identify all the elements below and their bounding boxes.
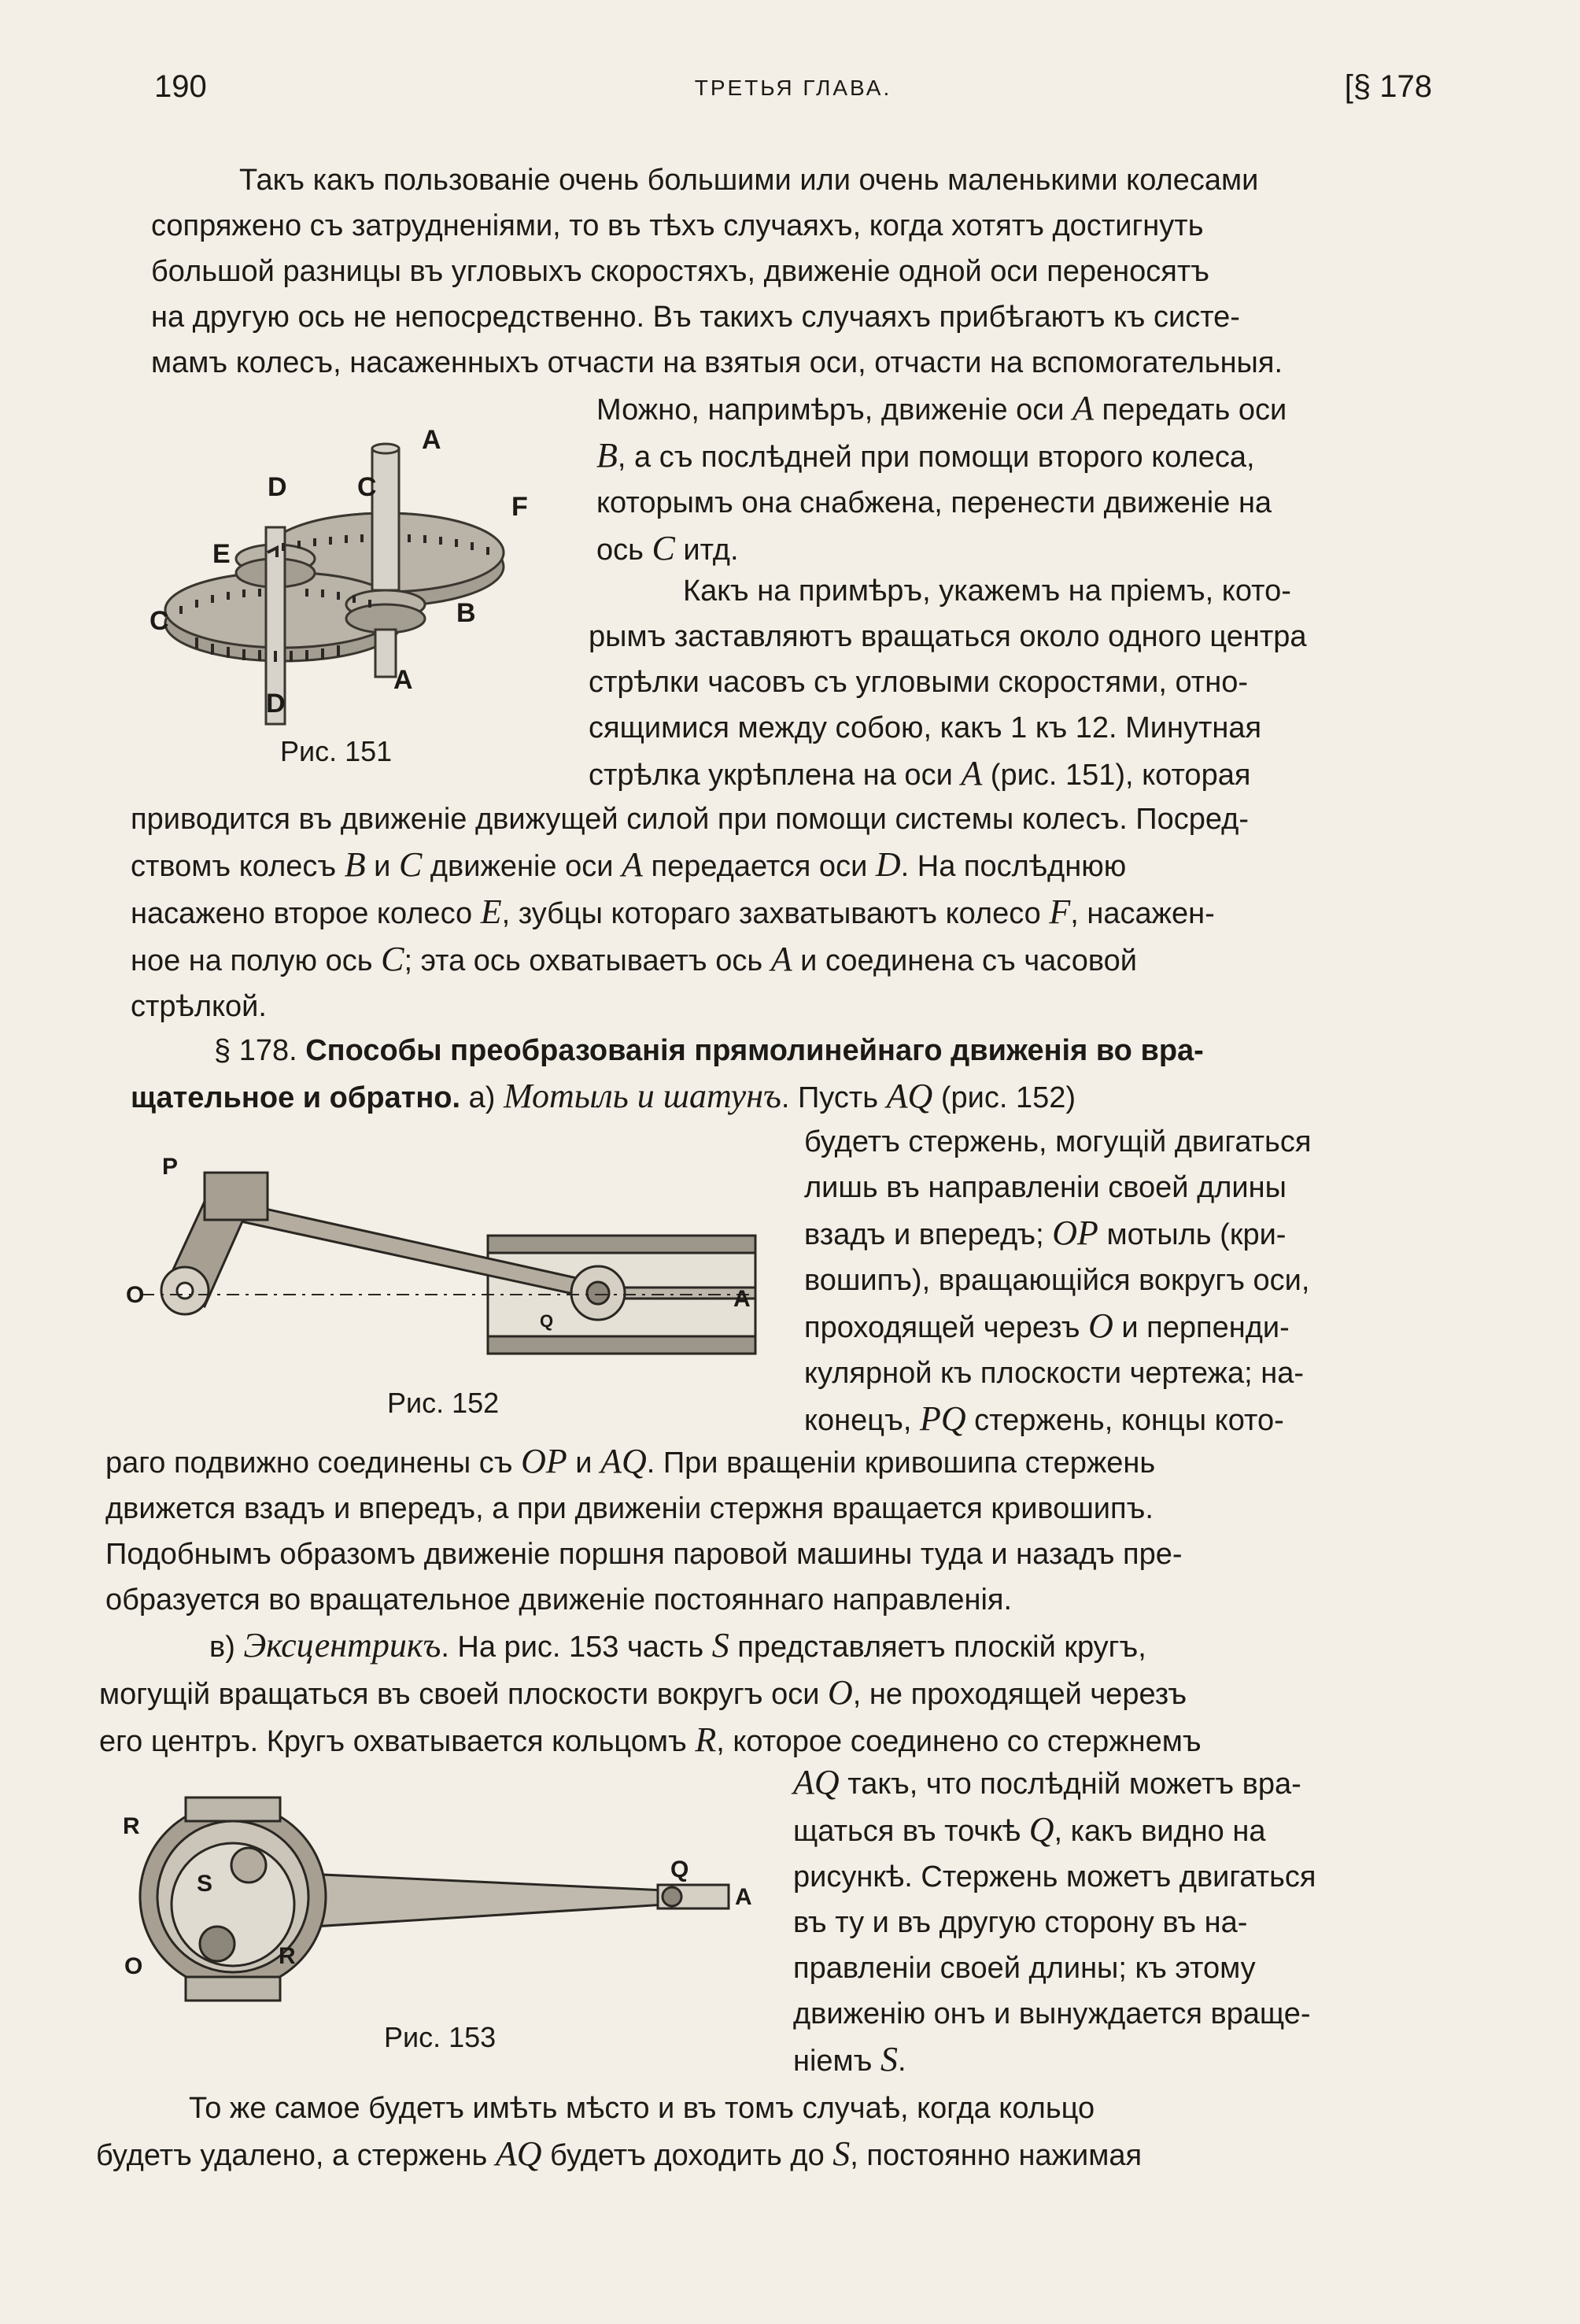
paragraph-4-cont [793, 1760, 1412, 2084]
paragraph-5 [96, 2086, 1405, 2178]
label-a: A [735, 1884, 752, 1910]
text-line: щаться въ точкѣ Q, какъ видно на [793, 1810, 1266, 1849]
label-a-top: A [422, 425, 441, 455]
text-line: вошипъ), вращающійся вокругъ оси, [804, 1264, 1310, 1297]
rod-aq [288, 1873, 666, 1928]
label-f: F [511, 492, 528, 522]
text-line: ніемъ S. [793, 2040, 906, 2078]
text-line: его центръ. Кругъ охватывается кольцомъ R, которое соединено со стержнемъ [99, 1720, 1202, 1759]
figure-153-caption: Рис. 153 [384, 2021, 497, 2053]
label-o: O [124, 1953, 143, 1979]
text-line: будетъ удалено, а стержень AQ будетъ доходить до S, постоянно нажимая [96, 2134, 1143, 2173]
text-line: лишь въ направленіи своей длины [804, 1171, 1287, 1204]
label-s: S [197, 1871, 213, 1897]
text-line: проходящей черезъ O и перпенди- [804, 1306, 1290, 1345]
text-line: могущій вращаться въ своей плоскости вокругъ оси O, не проходящей черезъ [99, 1673, 1187, 1712]
paragraph-3-end [105, 1439, 1412, 1623]
label-q: Q [540, 1311, 554, 1331]
chapter-title: ТРЕТЬЯ ГЛАВА. [694, 76, 892, 100]
figure-152-caption: Рис. 152 [387, 1387, 500, 1419]
text-line: сопряжено съ затрудненіями, то въ тѣхъ случаяхъ, когда хотятъ достигнуть [151, 209, 1204, 242]
page-number: 190 [154, 69, 207, 104]
text-line: B, а съ послѣдней при помощи второго колеса, [596, 436, 1255, 475]
text-line: приводится въ движеніе движущей силой при помощи системы колесъ. Посред- [131, 803, 1250, 836]
label-e: E [212, 539, 231, 569]
label-d-bottom: D [266, 689, 286, 719]
text-line: движенію онъ и вынуждается враще- [793, 1997, 1311, 2030]
figure-151-gears [150, 417, 535, 732]
text-line: щательное и обратно. а) Мотыль и шатунъ. Пусть AQ (рис. 152) [131, 1077, 1076, 1115]
axis-a [372, 449, 399, 590]
text-line: насажено второе колесо E, зубцы котораго захватываютъ колесо F, насажен- [131, 892, 1215, 931]
text-line: будетъ стержень, могущій двигаться [804, 1125, 1312, 1158]
text-line: То же самое будетъ имѣть мѣсто и въ томъ случаѣ, когда кольцо [189, 2092, 1095, 2125]
figure-153-eccentric [115, 1794, 776, 2007]
label-r-bottom: R [279, 1943, 296, 1969]
paragraph-3 [131, 1028, 1432, 1121]
text-line: кулярной къ плоскости чертежа; на- [804, 1357, 1304, 1390]
label-d-top: D [268, 472, 287, 502]
text-line: ось C итд. [596, 529, 739, 567]
text-line: рымъ заставляютъ вращаться около одного центра [589, 620, 1307, 653]
section-reference: [§ 178 [1344, 69, 1432, 104]
text-line: Какъ на примѣръ, укажемъ на пріемъ, кото- [683, 575, 1291, 608]
text-line: в) Эксцентрикъ. На рис. 153 часть S представляетъ плоскій кругъ, [209, 1626, 1146, 1664]
text-line: въ ту и въ другую сторону въ на- [793, 1906, 1248, 1939]
label-o: O [126, 1282, 145, 1308]
text-line: стрѣлка укрѣплена на оси A (рис. 151), которая [589, 754, 1251, 793]
figure-152-crank [126, 1149, 771, 1377]
label-c-top: C [357, 472, 377, 502]
paragraph-4 [99, 1623, 1412, 1764]
text-line: взадъ и впередъ; OP мотыль (кри- [804, 1214, 1287, 1252]
text-line: Можно, напримѣръ, движеніе оси A передать оси [596, 389, 1287, 427]
text-line: ное на полую ось C; эта ось охватываетъ ось A и соединена съ часовой [131, 940, 1137, 978]
label-a: A [733, 1286, 751, 1312]
label-q: Q [670, 1857, 689, 1882]
section-heading: § 178. Способы преобразованія прямолинейнаго движенія во вра- [214, 1034, 1204, 1067]
paragraph-3-cont [804, 1119, 1412, 1443]
text-line: стрѣлки часовъ съ угловыми скоростями, отно- [589, 666, 1248, 699]
label-c-left: C [150, 606, 169, 636]
text-line: сящимися между собою, какъ 1 къ 12. Минутная [589, 711, 1262, 744]
label-a-bottom: A [393, 665, 413, 695]
text-line: правленіи своей длины; къ этому [793, 1952, 1256, 1985]
text-line: раго подвижно соединены съ OP и AQ. При вращеніи кривошипа стержень [105, 1442, 1156, 1480]
text-line: AQ такъ, что послѣдній можетъ вра- [793, 1763, 1301, 1801]
paragraph-2-cont [131, 796, 1432, 1029]
label-b: B [456, 598, 476, 628]
text-line: на другую ось не непосредственно. Въ такихъ случаяхъ прибѣгаютъ къ систе- [151, 301, 1240, 334]
label-p: P [162, 1154, 179, 1180]
paragraph-1 [151, 157, 1432, 386]
text-line: Такъ какъ пользованіе очень большими или очень маленькими колесами [239, 164, 1259, 197]
text-line: которымъ она снабжена, перенести движеніе на [596, 486, 1272, 519]
page-header [154, 69, 1432, 109]
text-line: мамъ колесъ, насаженныхъ отчасти на взятыя оси, отчасти на вспомогательныя. [151, 346, 1283, 379]
label-r-top: R [123, 1813, 140, 1839]
figure-151-caption: Рис. 151 [280, 735, 393, 767]
paragraph-2 [589, 568, 1432, 798]
text-line: большой разницы въ угловыхъ скоростяхъ, движеніе одной оси переносятъ [151, 255, 1210, 288]
paragraph-1-cont [596, 386, 1432, 573]
text-line: рисункѣ. Стержень можетъ двигаться [793, 1860, 1316, 1894]
text-line: стрѣлкой. [131, 990, 267, 1023]
text-line: конецъ, PQ стержень, концы кото- [804, 1399, 1284, 1438]
text-line: Подобнымъ образомъ движеніе поршня паровой машины туда и назадъ пре- [105, 1538, 1183, 1571]
text-line: движется взадъ и впередъ, а при движеніи стержня вращается кривошипъ. [105, 1492, 1154, 1525]
text-line: образуется во вращательное движеніе постояннаго направленія. [105, 1583, 1013, 1616]
text-line: ствомъ колесъ B и C движеніе оси A передается оси D. На послѣднюю [131, 845, 1127, 884]
